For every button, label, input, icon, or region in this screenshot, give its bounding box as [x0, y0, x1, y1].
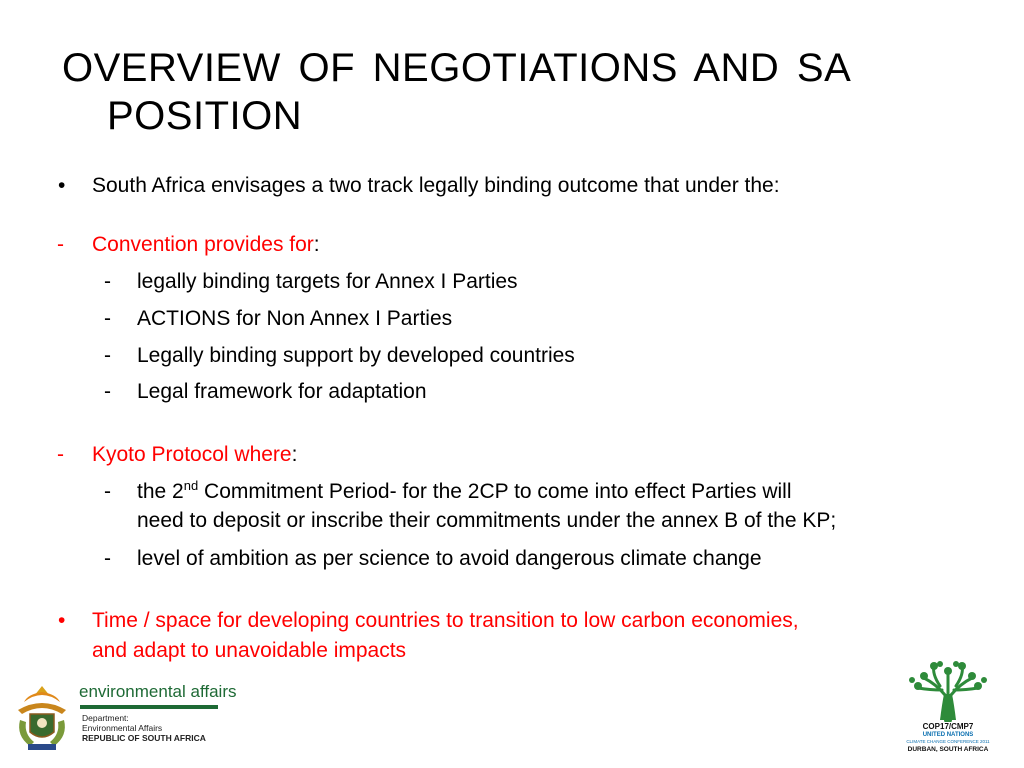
slide-title [62, 44, 962, 140]
convention-item: Legally binding support by developed countries [137, 344, 575, 367]
convention-item: legally binding targets for Annex I Parties [137, 270, 518, 293]
dash-marker: - [104, 480, 111, 503]
title-line-1: OVERVIEW OF NEGOTIATIONS AND SA [62, 46, 852, 90]
cop-title: COP17/CMP7 [922, 722, 974, 731]
intro-text: South Africa envisages a two track legally binding outcome that under the: [92, 174, 780, 197]
department-logo [12, 680, 237, 755]
kyoto-item-2: level of ambition as per science to avoid dangerous climate change [137, 547, 762, 570]
department-name: environmental affairs [79, 682, 237, 701]
kyoto-item-1-line-2: need to deposit or inscribe their commitments under the annex B of the KP; [137, 509, 837, 532]
coat-of-arms-icon [12, 680, 72, 754]
dash-marker: - [104, 344, 111, 367]
convention-item: ACTIONS for Non Annex I Parties [137, 307, 453, 330]
time-space-line-2: and adapt to unavoidable impacts [92, 639, 407, 662]
divider [80, 705, 218, 709]
department-line-1: Department: [82, 713, 129, 723]
department-line-3: REPUBLIC OF SOUTH AFRICA [82, 733, 206, 743]
dash-marker: - [104, 307, 111, 330]
convention-heading-colon: : [313, 233, 320, 256]
kyoto-heading-text: Kyoto Protocol where [92, 443, 292, 466]
cop-conference: CLIMATE CHANGE CONFERENCE 2011 [906, 739, 990, 744]
kyoto-item-1-rest: Commitment Period- for the 2CP to come into effect Parties will [198, 480, 792, 503]
dash-marker: - [57, 233, 64, 256]
baobab-tree-icon [896, 660, 1000, 722]
time-space-line-1: Time / space for developing countries to transition to low carbon economies, [92, 609, 799, 632]
bullet-marker: • [58, 609, 66, 632]
kyoto-heading [92, 443, 297, 467]
department-line-2: Environmental Affairs [82, 723, 163, 733]
ordinal-suffix: nd [183, 478, 199, 493]
dash-marker: - [104, 270, 111, 293]
cop-organization: UNITED NATIONS [922, 732, 974, 738]
dash-marker: - [104, 380, 111, 403]
convention-item: Legal framework for adaptation [137, 380, 427, 403]
cop-location: DURBAN, SOUTH AFRICA [907, 746, 989, 753]
cop17-logo [896, 660, 1000, 765]
title-line-2: POSITION [107, 94, 303, 138]
convention-heading-text: Convention provides for [92, 233, 314, 256]
convention-heading [92, 233, 320, 257]
kyoto-item-1-prefix: the 2 [137, 480, 184, 503]
kyoto-heading-colon: : [291, 443, 298, 466]
kyoto-item-1 [137, 480, 791, 504]
bullet-marker: • [58, 174, 66, 197]
dash-marker: - [104, 547, 111, 570]
dash-marker: - [57, 443, 64, 466]
